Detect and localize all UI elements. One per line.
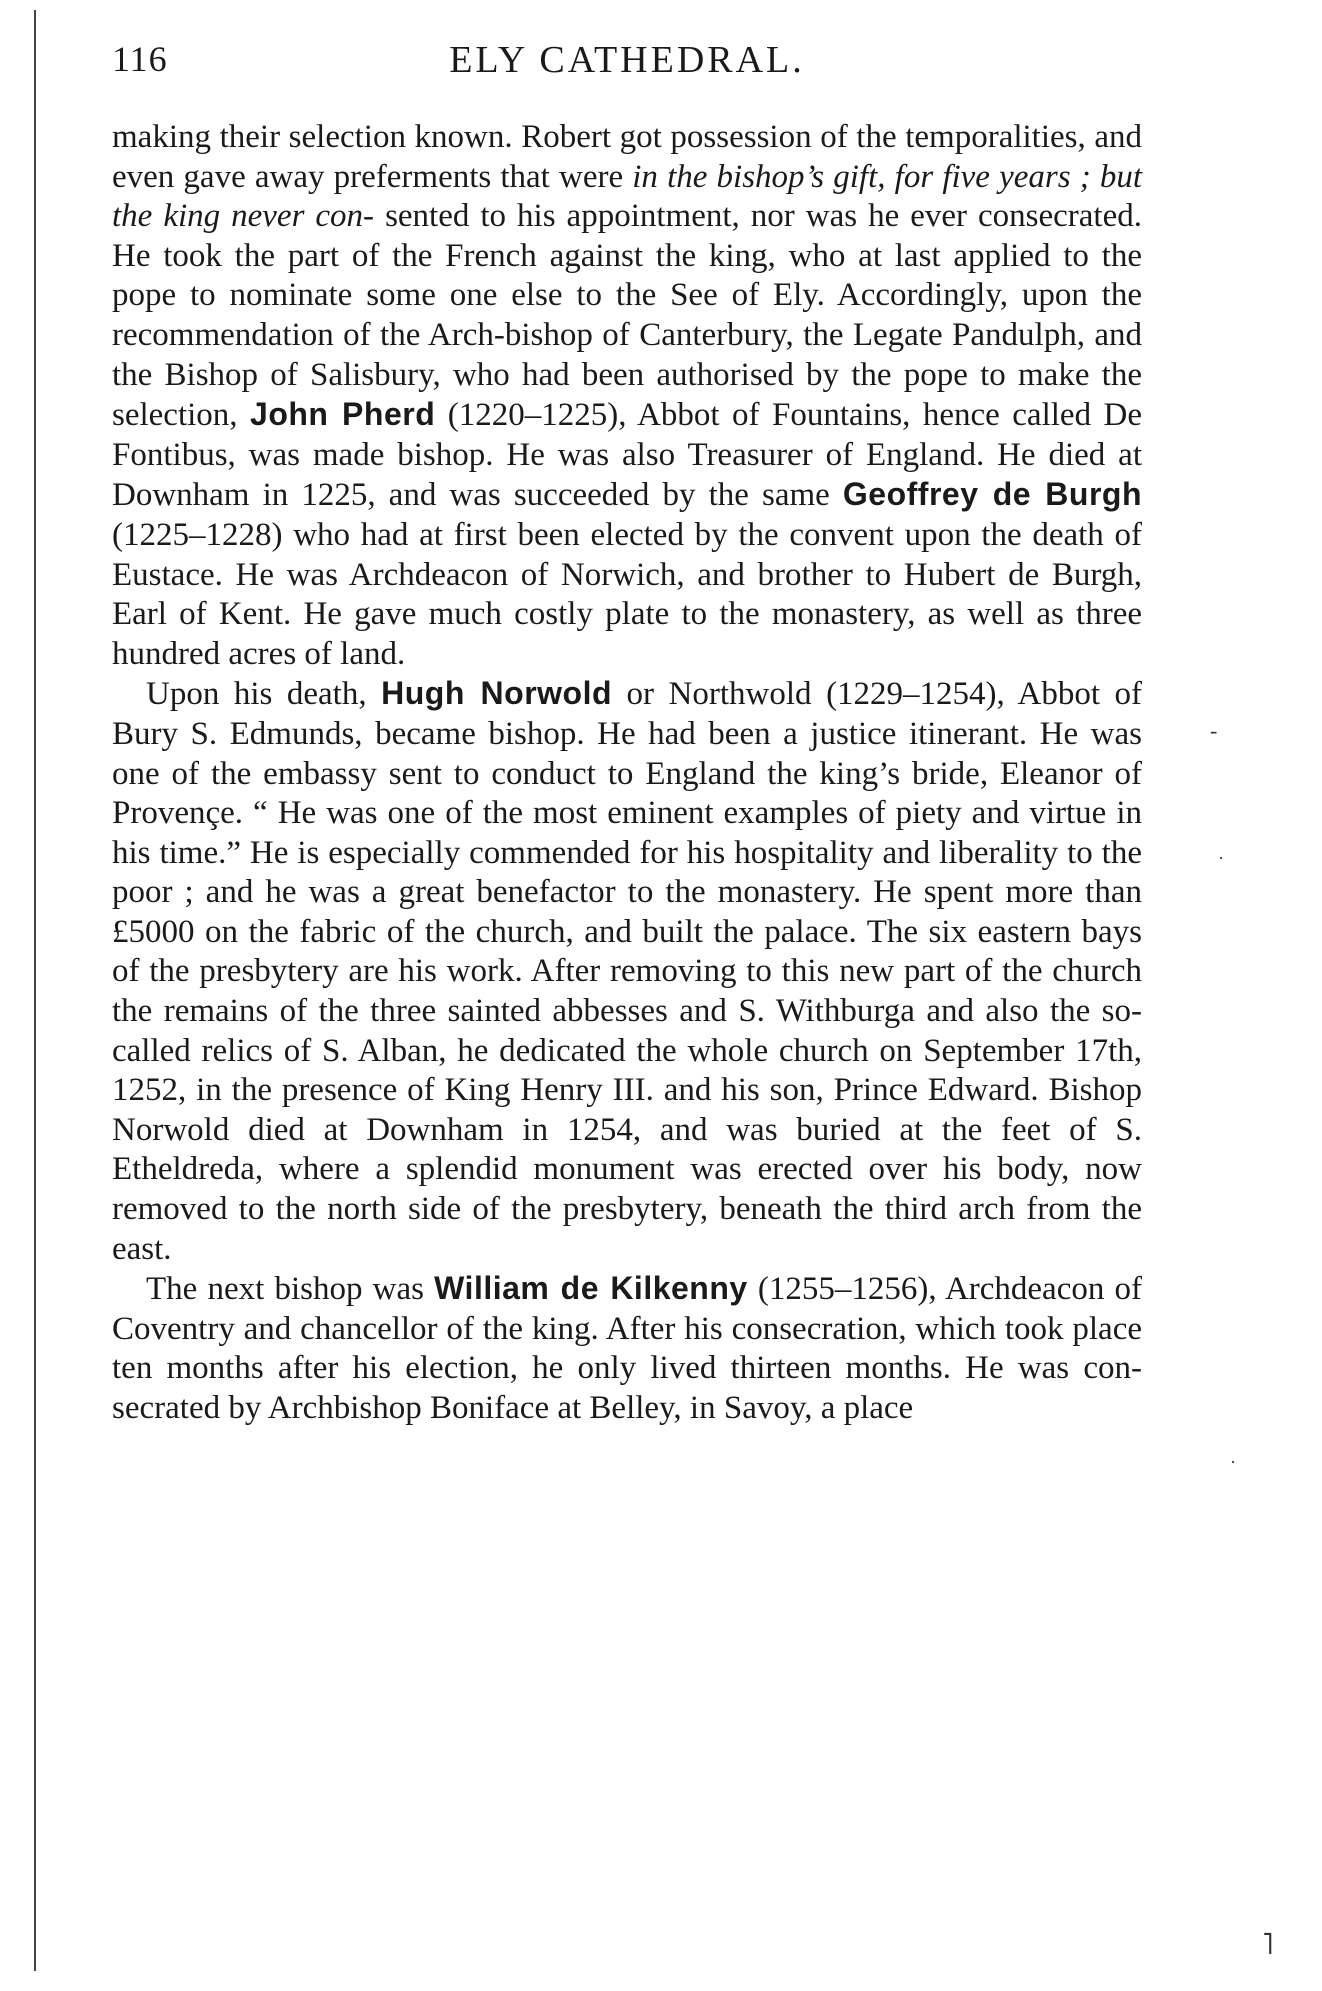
scan-edge-line [34, 10, 36, 1971]
bishop-name: John Pherd [250, 396, 436, 433]
margin-corner-mark: ˥ [1262, 1928, 1274, 1961]
text-run: (1220–1225), Abbot of Fountains, hence called De Fontibus, was made bishop. He was also Treasurer of England. He died at Downham in 1225, and was succeeded by the same [112, 397, 1143, 514]
bishop-name: William de Kilkenny [434, 1270, 748, 1307]
bishop-name: Hugh Norwold [381, 675, 613, 712]
paragraph [112, 118, 1142, 674]
text-run: (1225–1228) who had at first been elected by the convent upon the death of Eustace. He was Archdeacon of Norwich, and brother to Hubert de Burgh, Earl of Kent. He gave much costly plate to the monastery, as well as three hundred acres of land. [112, 516, 1142, 672]
margin-dash-mark: - [1210, 718, 1218, 743]
text-run: (1255–1256), Archdeacon of Coventry and chancellor of the king. After his consecration, which took place ten months after his election, he only lived thirteen months. He was con-secrated by Archbishop Boniface at Belley, in Savoy, a place [112, 1271, 1143, 1426]
running-title: ELY CATHEDRAL. [449, 39, 805, 81]
italic-text: in the bishop’s gift, for five years ; but the king never con- [112, 158, 1143, 235]
page-number: 116 [112, 39, 168, 79]
paragraph [112, 674, 1142, 1269]
margin-dot-mark: · [1230, 1452, 1236, 1472]
running-header [112, 38, 1142, 88]
body-text [112, 118, 1142, 1429]
text-run: or Northwold (1229–1254), Abbot of Bury S. Edmunds, became bishop. He had been a justice itinerant. He was one of the embassy sent to conduct to England the king’s bride, Eleanor of Provençe. “ He was one of the most eminent examples of piety and virtue in his time.” He is especially commended for his hospitality and liberality to the poor ; and he was a great benefactor to the monastery. He spent more than £5000 on the fabric of the church, and built the palace. The six eastern bays of the presbytery are his work. After removing to this new part of the church the remains of the three sainted abbesses and S. Withburga and also the so-called relics of S. Alban, he dedicated the whole church on September 17th, 1252, in the presence of King Henry III. and his son, Prince Edward. Bishop Norwold died at Downham in 1254, and was buried at the feet of S. Etheldreda, where a splendid monument was erected over his body, now removed to the north side of the presbytery, beneath the third arch from the east. [112, 676, 1143, 1267]
text-run: sented to his appointment, nor was he ever consecrated. He took the part of the French against the king, who at last applied to the pope to nominate some one else to the See of Ely. Accordingly, upon the recommendation of the Arch-bishop of Canterbury, the Legate Pandulph, and the Bishop of Salisbury, who had been authorised by the pope to make the selection, [112, 198, 1142, 434]
margin-dot-mark: · [1218, 848, 1224, 868]
text-run: making their selection known. Robert got possession of the temporalities, and even gave away preferments that were [112, 119, 1142, 195]
text-run: The next bishop was [146, 1271, 435, 1308]
paragraph [112, 1269, 1142, 1428]
bishop-name: Geoffrey de Burgh [842, 476, 1143, 513]
text-run: Upon his death, [146, 676, 382, 713]
